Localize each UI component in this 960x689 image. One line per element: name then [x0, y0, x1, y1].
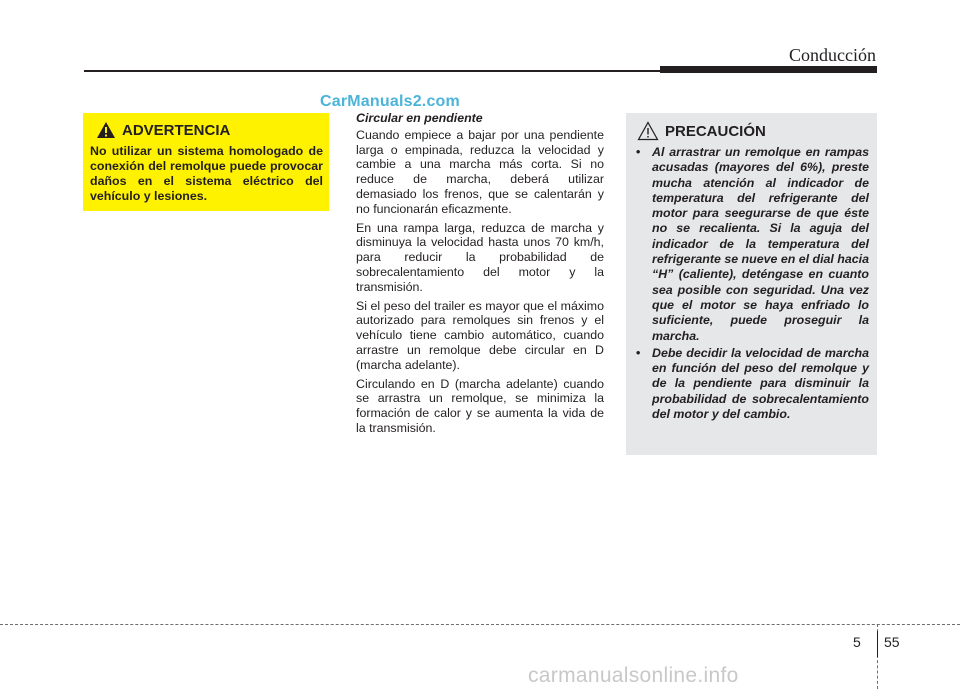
paragraph: En una rampa larga, reduzca de marcha y disminuya la velocidad hasta unos 70 km/h, para reducir la probabilidad de sobrecalentamiento del motor y la transmisión. [356, 220, 604, 294]
paragraph: Circulando en D (marcha adelante) cuando se arrastra un remolque, se minimiza la formación de calor y se aumenta la vida de la transmisión. [356, 376, 604, 435]
caution-list [632, 145, 869, 422]
caution-item-text: Al arrastrar un remolque en rampas acusadas (mayores del 6%), preste mucha atención al indicador de temperatura del refrigerante del motor para seegurarse de que éste no se recalienta. Si la aguja del indicador de la temperatura del refrigerante se nueve en el dial hacia “H” (caliente), deténgase en cuanto sea posible con seguridad. Una vez que el motor se haya enfriado lo suficiente, puede proseguir la marcha. [652, 145, 869, 343]
watermark-top: CarManuals2.com [320, 93, 460, 110]
watermark-bottom: carmanualsonline.info [528, 664, 739, 687]
page-number: 55 [884, 634, 900, 650]
footer-rule [0, 624, 960, 625]
header-rule [84, 70, 662, 72]
section-title: Conducción [789, 45, 876, 65]
caution-triangle-icon [637, 121, 659, 141]
bullet: • [636, 145, 641, 159]
caution-header [632, 121, 869, 141]
caution-title: PRECAUCIÓN [665, 122, 766, 140]
warning-title: ADVERTENCIA [122, 121, 231, 139]
main-column [356, 111, 604, 440]
warning-box [83, 113, 329, 211]
chapter-number: 5 [853, 634, 861, 650]
warning-text: No utilizar un sistema homologado de conexión del remolque puede provocar daños en el sistema eléctrico del vehículo y lesiones. [90, 144, 323, 203]
warning-triangle-icon [96, 121, 116, 139]
header-rule-thick [660, 66, 877, 73]
paragraph: Si el peso del trailer es mayor que el máximo autorizado para remolques sin frenos y el vehículo tiene cambio automático, cuando arrastre un remolque debe circular en D (marcha adelante). [356, 298, 604, 372]
list-item [632, 346, 869, 422]
section-heading: Circular en pendiente [356, 111, 483, 125]
caution-item-text: Debe decidir la velocidad de marcha en función del peso del remolque y de la pendiente para disminuir la probabilidad de sobrecalentamiento del motor y del cambio. [652, 345, 869, 422]
paragraph: Cuando empiece a bajar por una pendiente larga o empinada, reduzca la velocidad y cambie a una marcha más corta. Si no reduce de marcha, deberá utilizar demasiado los frenos, que se calentarán y no funcionarán eficazmente. [356, 127, 604, 216]
page-number-divider [877, 631, 878, 657]
list-item [632, 145, 869, 344]
bullet: • [636, 345, 641, 360]
warning-header [90, 121, 323, 139]
caution-box [626, 113, 877, 455]
